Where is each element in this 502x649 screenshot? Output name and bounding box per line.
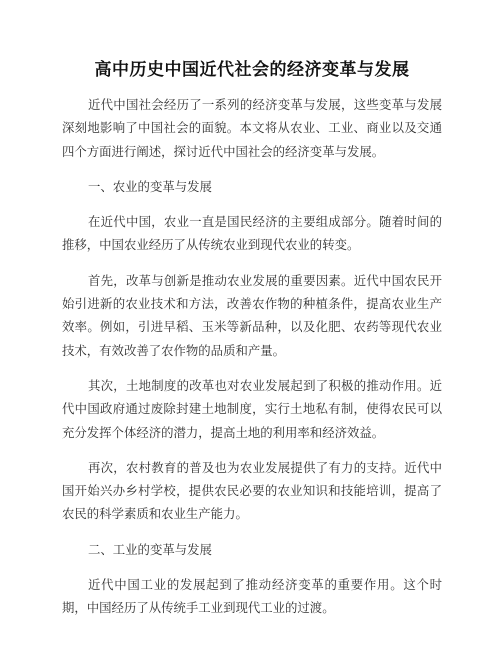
section-heading-agriculture: 一、农业的变革与发展 [88, 178, 212, 194]
document-title: 高中历史中国近代社会的经济变革与发展 [94, 60, 410, 80]
section-heading-industry: 二、工业的变革与发展 [88, 541, 212, 557]
agriculture-paragraph-2: 首先，改革与创新是推动农业发展的重要因素。近代中国农民开始引进新的农业技术和方法，改善农作物的种植条件，提高农业生产效率。例如，引进早稻、玉米等新品种，以及化肥、农药等现代农业技术，有效改善了农作物的品质和产量。 [62, 272, 442, 358]
agriculture-paragraph-4: 再次，农村教育的普及也为农业发展提供了有力的支持。近代中国开始兴办乡村学校，提供农民必要的农业知识和技能培训，提高了农民的科学素质和农业生产能力。 [62, 459, 442, 522]
industry-paragraph-1: 近代中国工业的发展起到了推动经济变革的重要作用。这个时期，中国经历了从传统手工业到现代工业的过渡。 [62, 577, 442, 616]
document-page [62, 56, 442, 632]
intro-paragraph: 近代中国社会经历了一系列的经济变革与发展，这些变革与发展深刻地影响了中国社会的面貌。本文将从农业、工业、商业以及交通四个方面进行阐述，探讨近代中国社会的经济变革与发展。 [62, 97, 442, 159]
agriculture-paragraph-1: 在近代中国，农业一直是国民经济的主要组成部分。随着时间的推移，中国农业经历了从传统农业到现代农业的转变。 [62, 214, 442, 253]
agriculture-paragraph-3: 其次，土地制度的改革也对农业发展起到了积极的推动作用。近代中国政府通过废除封建土地制度，实行土地私有制，使得农民可以充分发挥个体经济的潜力，提高土地的利用率和经济效益。 [62, 377, 442, 440]
